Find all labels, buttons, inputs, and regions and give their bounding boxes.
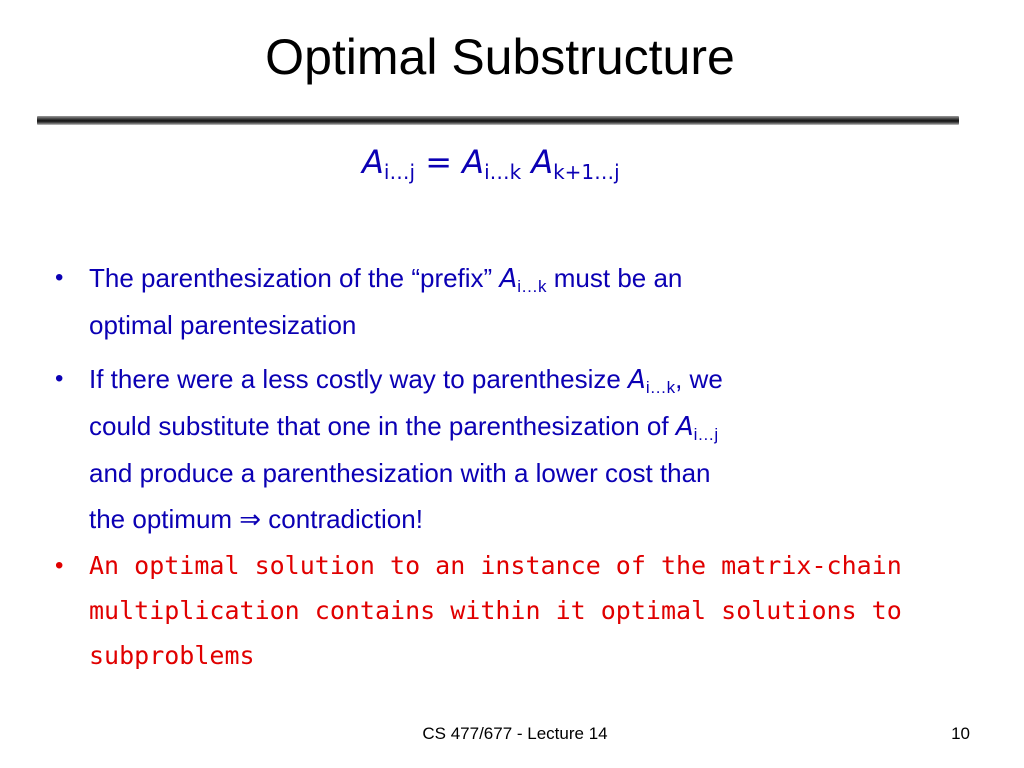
bullet-line: subproblems	[89, 641, 255, 670]
formula-lhs-sub: i…j	[383, 160, 416, 184]
bullet-line: multiplication contains within it optimal solutions to	[89, 596, 902, 625]
formula-r2-var: A	[531, 143, 554, 181]
bullet-line: the optimum ⇒ contradiction!	[89, 504, 423, 534]
bullet-marker: •	[55, 365, 64, 392]
formula-r1-var: A	[462, 143, 485, 181]
formula-r1-sub: i…k	[484, 160, 522, 184]
matrix-var: A	[675, 412, 694, 442]
matrix-subscript: i…j	[693, 425, 719, 444]
bullet-line: An optimal solution to an instance of the matrix-chain	[89, 551, 902, 580]
formula-equals: =	[425, 143, 452, 181]
text-run: , we	[675, 364, 723, 394]
bullet-marker: •	[55, 264, 64, 291]
bullet-text	[89, 543, 902, 678]
text-run: If there were a less costly way to parenthesize	[89, 364, 629, 394]
bullet-line: optimal parentesization	[89, 310, 357, 340]
footer-course: CS 477/677 - Lecture 14	[422, 724, 608, 743]
bullet-line: and produce a parenthesization with a lower cost than	[89, 458, 711, 488]
slide-title: Optimal Substructure	[265, 29, 735, 85]
bullet-line	[89, 403, 723, 450]
text-run: must be an	[546, 263, 683, 293]
bullet-line	[89, 356, 723, 403]
formula-r2-sub: k+1…j	[553, 160, 620, 184]
bullet-line	[89, 255, 682, 302]
matrix-subscript: i…k	[645, 378, 676, 397]
matrix-subscript: i…k	[517, 277, 547, 296]
bullet-text	[89, 356, 723, 542]
matrix-var: A	[499, 264, 518, 294]
bullet-text	[89, 255, 682, 348]
text-run: The parenthesization of the “prefix”	[89, 263, 500, 293]
bullet-marker: •	[55, 552, 64, 579]
matrix-var: A	[628, 365, 646, 395]
text-run: could substitute that one in the parenthesization of	[89, 411, 676, 441]
footer-page-number: 10	[951, 724, 970, 743]
formula-lhs-var: A	[362, 143, 384, 181]
